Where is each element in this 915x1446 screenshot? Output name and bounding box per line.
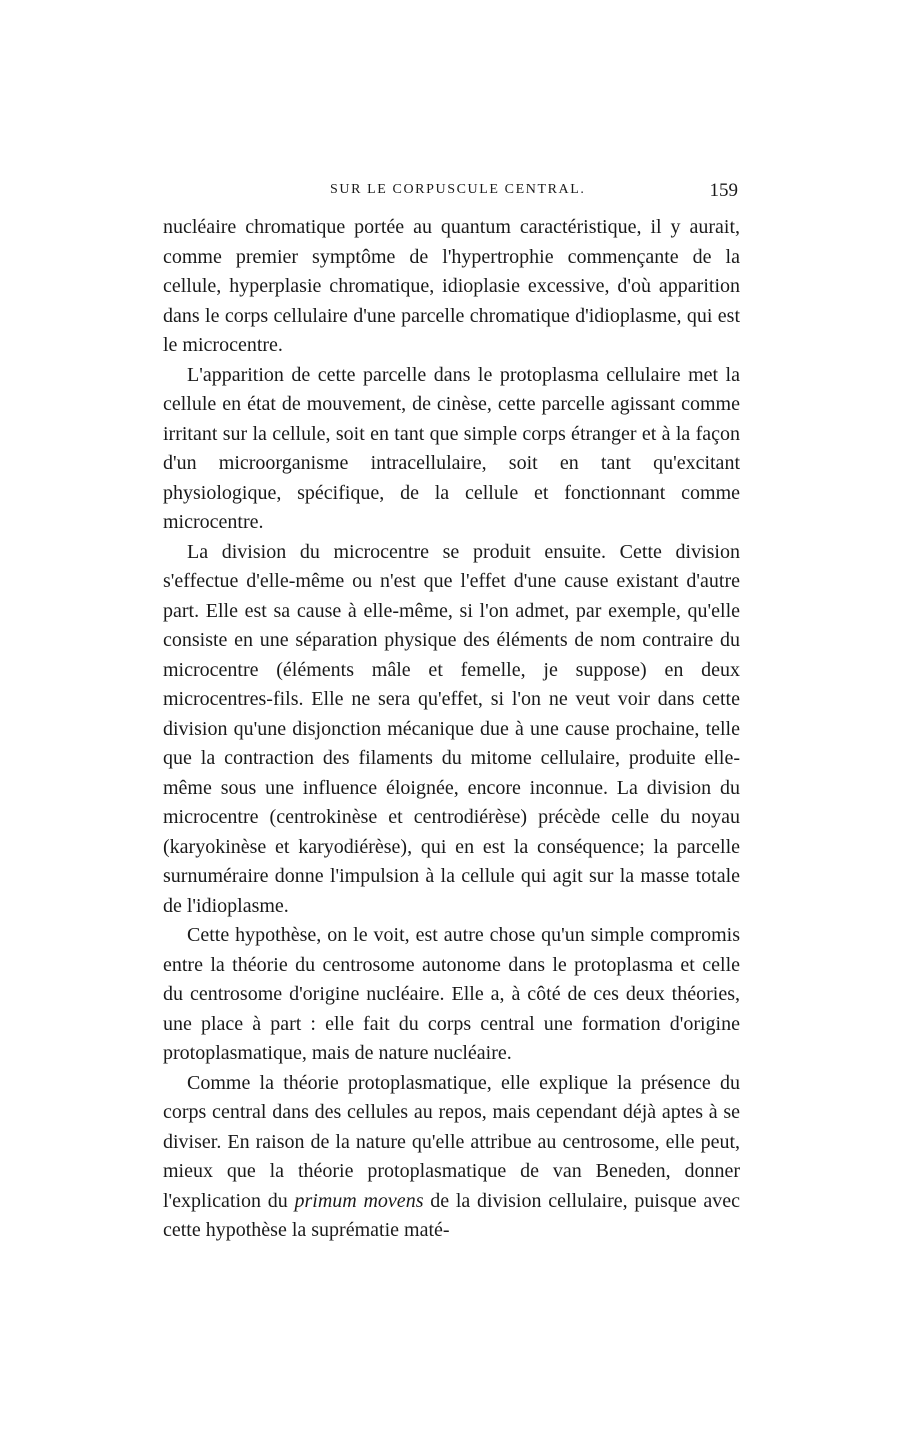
italic-phrase: primum movens xyxy=(294,1189,424,1212)
body-text xyxy=(163,213,740,1246)
paragraph-2: L'apparition de cette parcelle dans le protoplasma cellulaire met la cellule en état de mouvement, de cinèse, cette parcelle agissant comme irritant sur la cellule, soit en tant que simple corps étranger et à la façon d'un microorganisme intracellulaire, soit en tant qu'excitant physiologique, spécifique, de la cellule et fonctionnant comme microcentre. xyxy=(163,363,740,533)
paragraph-5-text-after: de la division cellulaire, puisque avec cette hypothèse la suprématie maté- xyxy=(163,1189,740,1241)
paragraph-5 xyxy=(163,1069,740,1246)
paragraph-1: nucléaire chromatique portée au quantum caractéristique, il y aurait, comme premier symptôme de l'hypertrophie commençante de la cellule, hyperplasie chromatique, idioplasie excessive, d'où apparition dans le corps cellulaire d'une parcelle chromatique d'idioplasme, qui est le microcentre. xyxy=(163,216,740,356)
paragraph-4: Cette hypothèse, on le voit, est autre chose qu'un simple compromis entre la théorie du centrosome autonome dans le protoplasma et celle du centrosome d'origine nucléaire. Elle a, à côté de ces deux théories, une place à part : elle fait du corps central une formation d'origine protoplasmatique, mais de nature nucléaire. xyxy=(163,924,740,1064)
running-head xyxy=(163,180,740,204)
running-title: SUR LE CORPUSCULE CENTRAL. xyxy=(330,182,586,197)
paragraph-5-text-before: Comme la théorie protoplasmatique, elle explique la présence du corps central dans des cellules au repos, mais cependant déjà aptes à se diviser. En raison de la nature qu'elle attribue au centrosome, elle peut, mieux que la théorie protoplasmatique de van Beneden, donner l'explication du xyxy=(163,1071,740,1212)
paragraph-3: La division du microcentre se produit ensuite. Cette division s'effectue d'elle-même ou n'est que l'effet d'une cause existant d'autre part. Elle est sa cause à elle-même, si l'on admet, par exemple, qu'elle consiste en une séparation physique des éléments de nom contraire du microcentre (éléments mâle et femelle, je suppose) en deux microcentres-fils. Elle ne sera qu'effet, si l'on ne veut voir dans cette division qu'une disjonction mécanique due à une cause prochaine, telle que la contraction des filaments du mitome cellulaire, produite elle-même sous une influence éloignée, encore inconnue. La division du microcentre (centrokinèse et centrodiérèse) précède celle du noyau (karyokinèse et karyodiérèse), qui en est la conséquence; la parcelle surnuméraire donne l'impulsion à la cellule qui agit sur la masse totale de l'idioplasme. xyxy=(163,540,740,917)
page-number: 159 xyxy=(709,180,738,201)
